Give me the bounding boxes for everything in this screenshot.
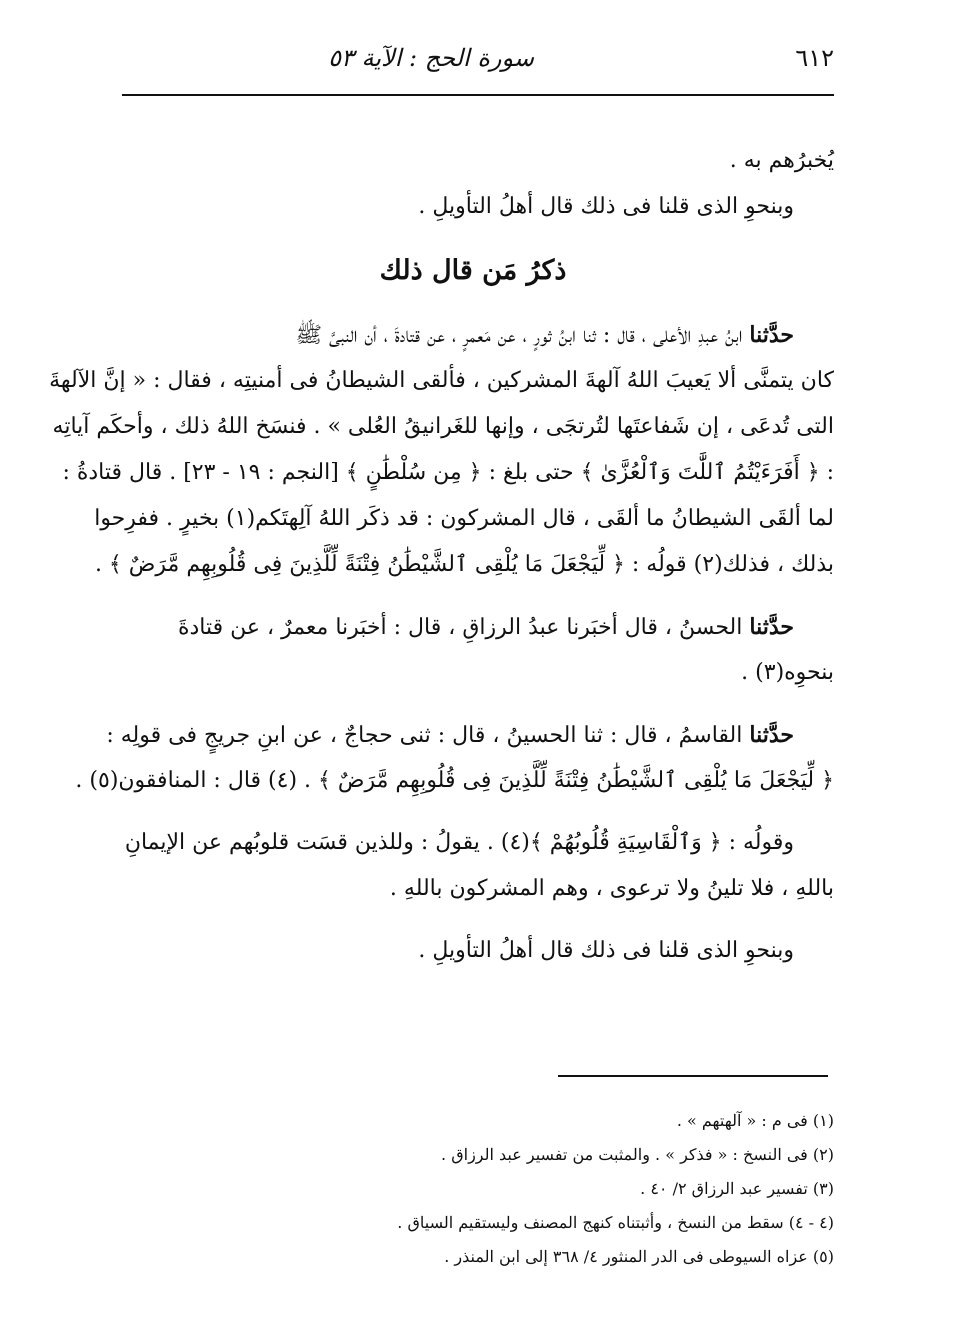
text-line (112, 604, 834, 650)
text-span: ابنُ عبدِ الأعلى ، قال : ثنا ابنُ ثورٍ ، عن مَعمرٍ ، عن قتادةَ ، أن النبىَّ ﷺ (295, 323, 743, 348)
narration-paragraph-3 (75, 712, 834, 804)
narration-lead: حدَّثنا (749, 722, 794, 748)
footnote: (٥) عزاه السيوطى فى الدر المنثور ٤/ ٣٦٨ إلى ابن المنذر . (444, 1247, 834, 1266)
text-line (106, 712, 834, 758)
text-line: وبنحوِ الذى قلنا فى ذلك قال أهلُ التأويلِ . (418, 938, 794, 963)
footnote: (٣) تفسير عبد الرزاق ٢/ ٤٠ . (640, 1179, 834, 1198)
commentary-paragraph (112, 820, 834, 912)
footnote: (١) فى م : « آلهتهم » . (676, 1111, 834, 1130)
text-line: وبنحوِ الذى قلنا فى ذلك قال أهلُ التأويلِ . (418, 194, 794, 219)
text-line: بنحوِه(٣) . (741, 660, 834, 685)
footnotes (122, 1104, 834, 1274)
text-line: بذلك ، فذلك(٢) قولُه : ﴿ لِّيَجْعَلَ مَا يُلْقِى ٱلشَّيْطَٰنُ فِتْنَةً لِّلَّذِينَ فِى قُلُوبِهِم مَّرَضٌ ﴾ . (94, 552, 834, 577)
header-divider (122, 94, 834, 96)
narration-lead: حدَّثنا (749, 614, 794, 640)
page-number: ٦١٢ (795, 44, 834, 72)
footnote: (٢) فى النسخ : « فذكر » . والمثبت من تفسير عبد الرزاق . (441, 1145, 834, 1164)
narration-paragraph-1 (49, 312, 834, 588)
text-span: القاسمُ ، قال : ثنا الحسينُ ، قال : ثنى حجاجٌ ، عن ابنِ جريجٍ فى قولِه : (106, 723, 743, 748)
footnote: (٤ - ٤) سقط من النسخ ، وأثبتناه كنهج المصنف وليستقيم السياق . (397, 1213, 834, 1232)
text-line: التى تُدعَى ، إن شَفاعتَها لتُرتجَى ، وإنها للغَرانيقُ العُلى » . فنسَخ اللهُ ذلك ، وأحكَم آياتِه (52, 414, 834, 439)
text-span: الحسنُ ، قال أخبَرنا عبدُ الرزاقِ ، قال : أخبَرنا معمرٌ ، عن قتادةَ (177, 615, 743, 640)
surah-verse-title: سورة الحج : الآية ٥٣ (328, 44, 534, 72)
text-line: ﴿ لِّيَجْعَلَ مَا يُلْقِى ٱلشَّيْطَٰنُ فِتْنَةً لِّلَّذِينَ فِى قُلُوبِهِم مَّرَضٌ ﴾ . (٤) قال : المنافقون(٥) . (75, 768, 834, 793)
text-line: كان يتمنَّى ألا يَعيبَ اللهُ آلهةَ المشركين ، فألقى الشيطانُ فى أمنيتِه ، فقال : « إنَّ الآلهةَ (49, 368, 834, 393)
text-line (112, 312, 834, 358)
narration-lead: حدَّثنا (749, 322, 794, 348)
text-line: يُخبرُهم به . (729, 148, 834, 173)
text-line: باللهِ ، فلا تلينُ ولا ترعوى ، وهم المشركون باللهِ . (389, 876, 834, 901)
running-header (122, 40, 834, 88)
narration-paragraph-2 (112, 604, 834, 696)
main-text (49, 138, 834, 974)
text-line: وقولُه : ﴿ وَٱلْقَاسِيَةِ قُلُوبُهُمْ ﴾(٤) . يقولُ : وللذين قسَت قلوبُهم عن الإيمانِ (124, 830, 794, 855)
section-heading: ذكرُ مَن قال ذلك (379, 255, 567, 286)
text-line: لما ألقَى الشيطانُ ما ألقَى ، قال المشركون : قد ذكَر اللهُ آلِهتَكم(١) بخيرٍ . ففرِحوا (94, 506, 834, 531)
text-line: : ﴿ أَفَرَءَيْتُمُ ٱللَّٰتَ وَٱلْعُزَّىٰ ﴾ حتى بلغ : ﴿ مِن سُلْطَٰنٍ ﴾ [النجم : ١٩ - ٢٣] . قال قتادةُ : (62, 460, 834, 485)
footnote-divider (558, 1075, 828, 1077)
